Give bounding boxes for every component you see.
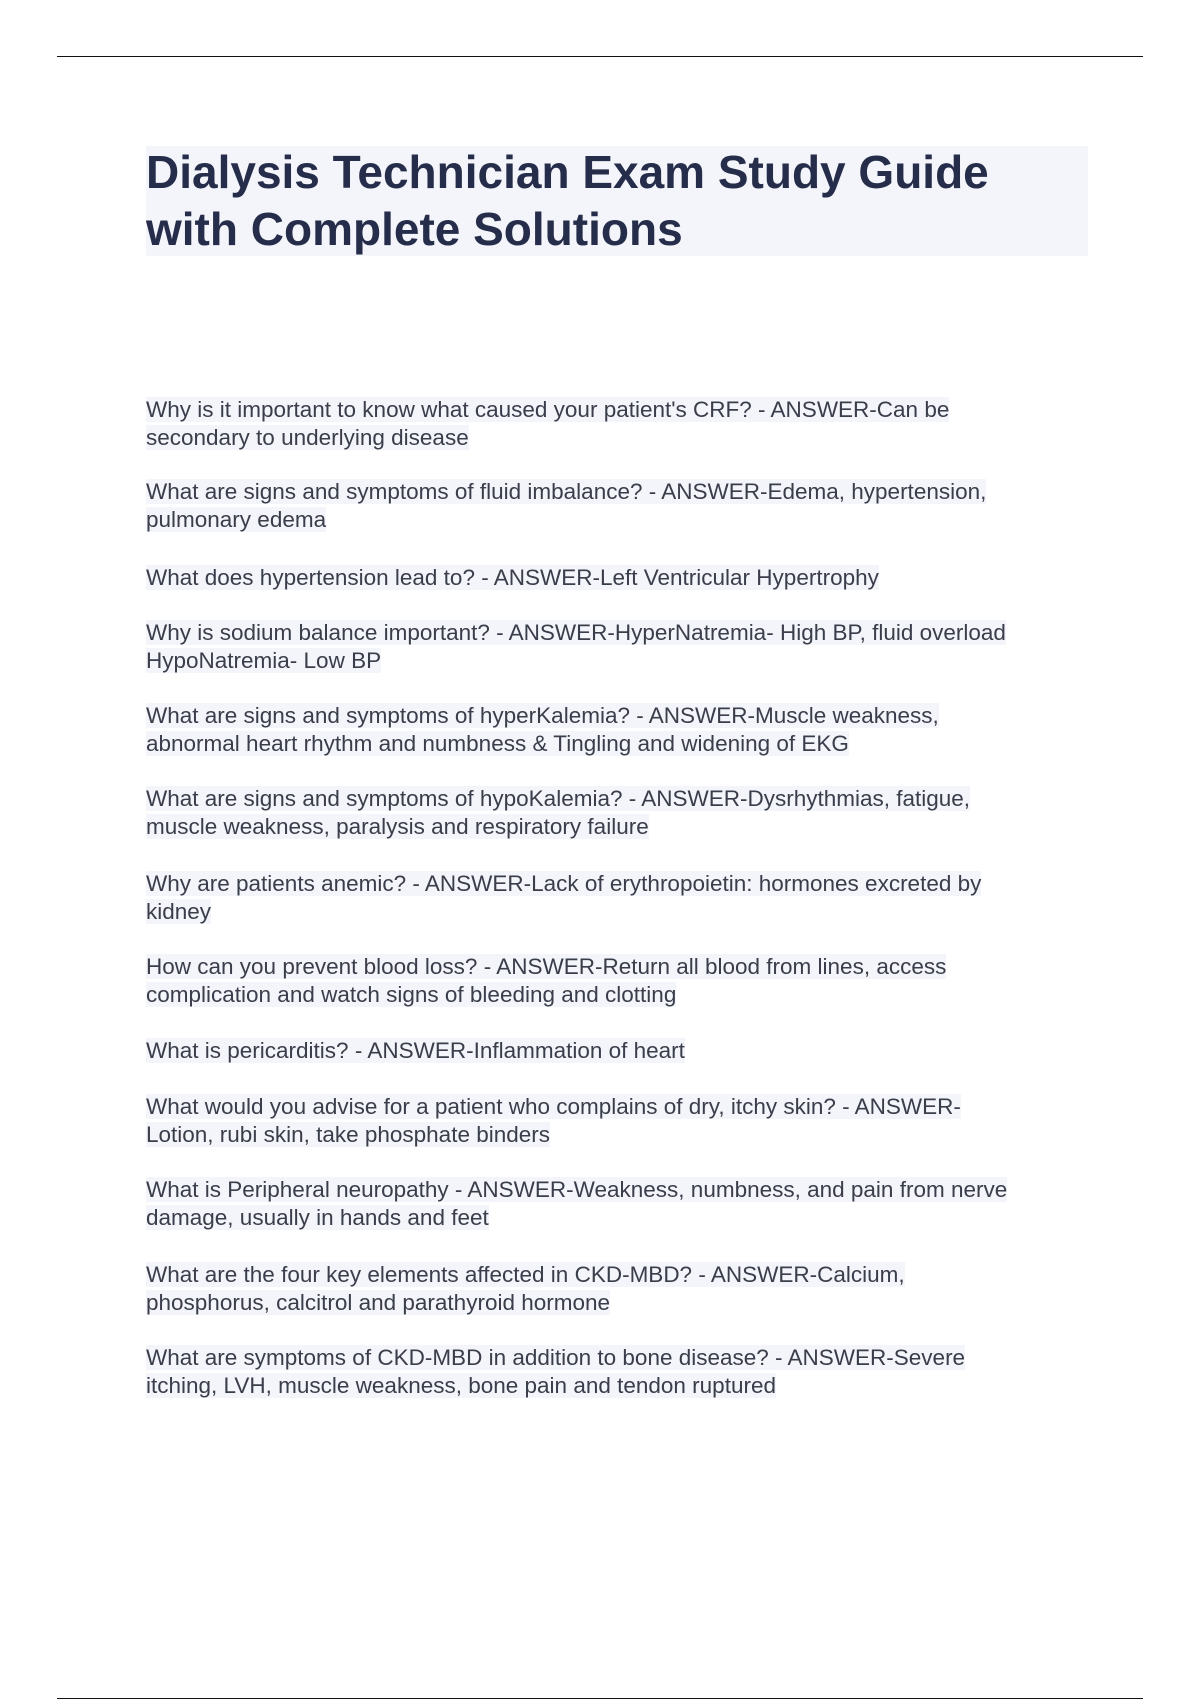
- qa-line: What are the four key elements affected in CKD-MBD? - ANSWER-Calcium,: [146, 1262, 905, 1287]
- bottom-rule: [57, 1698, 1143, 1699]
- qa-line: How can you prevent blood loss? - ANSWER-Return all blood from lines, access: [146, 954, 947, 979]
- page-title: [146, 144, 1088, 258]
- qa-line: Why is it important to know what caused your patient's CRF? - ANSWER-Can be: [146, 397, 950, 422]
- qa-item: [146, 1037, 685, 1065]
- qa-item: [146, 953, 946, 1009]
- qa-line: Lotion, rubi skin, take phosphate binders: [146, 1122, 551, 1147]
- page-title-line-1: Dialysis Technician Exam Study Guide: [146, 146, 989, 198]
- qa-line: What are signs and symptoms of hypoKalemia? - ANSWER-Dysrhythmias, fatigue,: [146, 786, 971, 811]
- qa-item: [146, 1093, 961, 1149]
- qa-line: What is Peripheral neuropathy - ANSWER-Weakness, numbness, and pain from nerve: [146, 1177, 1008, 1202]
- qa-line: secondary to underlying disease: [146, 425, 469, 450]
- qa-line: complication and watch signs of bleeding and clotting: [146, 982, 677, 1007]
- qa-line: pulmonary edema: [146, 507, 327, 532]
- title-block: [146, 146, 1088, 256]
- qa-line: What are signs and symptoms of fluid imbalance? - ANSWER-Edema, hypertension,: [146, 479, 987, 504]
- qa-item: [146, 619, 1006, 675]
- qa-item: [146, 785, 970, 841]
- qa-line: damage, usually in hands and feet: [146, 1205, 489, 1230]
- qa-line: abnormal heart rhythm and numbness & Tingling and widening of EKG: [146, 731, 849, 756]
- qa-item: [146, 1261, 905, 1317]
- qa-line: What are symptoms of CKD-MBD in addition to bone disease? - ANSWER-Severe: [146, 1345, 966, 1370]
- qa-item: [146, 478, 986, 534]
- qa-item: [146, 1176, 1007, 1232]
- qa-line: What would you advise for a patient who complains of dry, itchy skin? - ANSWER-: [146, 1094, 961, 1119]
- qa-item: [146, 396, 949, 452]
- qa-item: [146, 1344, 965, 1400]
- qa-item: [146, 702, 939, 758]
- qa-line: kidney: [146, 899, 212, 924]
- qa-line: What is pericarditis? - ANSWER-Inflammation of heart: [146, 1038, 685, 1063]
- qa-line: HypoNatremia- Low BP: [146, 648, 382, 673]
- qa-line: phosphorus, calcitrol and parathyroid hormone: [146, 1290, 611, 1315]
- qa-line: What does hypertension lead to? - ANSWER-Left Ventricular Hypertrophy: [146, 565, 879, 590]
- qa-item: [146, 870, 981, 926]
- top-rule: [57, 56, 1143, 57]
- qa-line: Why are patients anemic? - ANSWER-Lack of erythropoietin: hormones excreted by: [146, 871, 982, 896]
- qa-item: [146, 564, 879, 592]
- qa-line: itching, LVH, muscle weakness, bone pain and tendon ruptured: [146, 1373, 776, 1398]
- qa-line: Why is sodium balance important? - ANSWER-HyperNatremia- High BP, fluid overload: [146, 620, 1006, 645]
- qa-line: muscle weakness, paralysis and respiratory failure: [146, 814, 649, 839]
- qa-line: What are signs and symptoms of hyperKalemia? - ANSWER-Muscle weakness,: [146, 703, 939, 728]
- page-title-line-2: with Complete Solutions: [146, 203, 683, 255]
